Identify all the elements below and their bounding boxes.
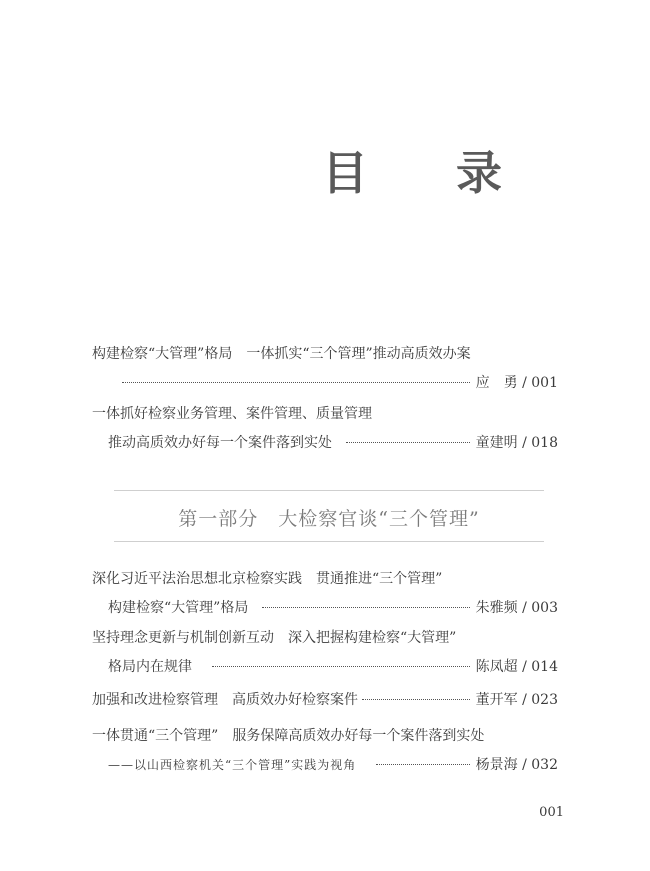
page-number: 001 bbox=[539, 805, 564, 820]
part-heading-text: 第一部分 大检察官谈“三个管理” bbox=[178, 508, 480, 530]
toc-entry-author-page: 应 勇 / 001 bbox=[475, 375, 558, 391]
dot-leader bbox=[346, 442, 470, 443]
dot-leader bbox=[262, 607, 469, 608]
toc-entry-title-continued: 构建检察“大管理”格局 bbox=[108, 600, 249, 616]
toc-entry-author-page: 杨景海 / 032 bbox=[475, 757, 558, 773]
toc-entry[interactable] bbox=[92, 628, 558, 677]
toc-entry-title-continued: 推动高质效办好每一个案件落到实处 bbox=[108, 435, 332, 451]
page-title: 目 录 bbox=[321, 146, 538, 200]
toc-entry-title: 一体贯通“三个管理” 服务保障高质效办好每一个案件落到实处 bbox=[92, 728, 485, 744]
toc-entry[interactable] bbox=[92, 404, 558, 453]
toc-entry[interactable] bbox=[92, 726, 558, 775]
toc-entry-title: 加强和改进检察管理 高质效办好检察案件 bbox=[92, 692, 358, 708]
toc-entry-title: 深化习近平法治思想北京检察实践 贯通推进“三个管理” bbox=[92, 571, 443, 587]
toc-entry-author-page: 朱雅频 / 003 bbox=[475, 600, 558, 616]
toc-entry-title: 构建检察“大管理”格局 一体抓实“三个管理”推动高质效办案 bbox=[92, 346, 471, 362]
toc-entry[interactable] bbox=[92, 569, 558, 618]
part-heading bbox=[114, 490, 544, 542]
dot-leader bbox=[122, 382, 470, 383]
dot-leader bbox=[212, 666, 470, 667]
toc-entry-author-page: 童建明 / 018 bbox=[475, 435, 558, 451]
toc-entry-author-page: 董开军 / 023 bbox=[475, 692, 558, 708]
toc-entry[interactable] bbox=[92, 690, 558, 710]
toc-entry-title-continued: 格局内在规律 bbox=[108, 659, 192, 675]
dot-leader bbox=[362, 699, 470, 700]
toc-entry-title: 坚持理念更新与机制创新互动 深入把握构建检察“大管理” bbox=[92, 630, 457, 646]
toc-entry-subtitle: ——以山西检察机关“三个管理”实践为视角 bbox=[108, 758, 357, 772]
toc-entry-author-page: 陈凤超 / 014 bbox=[475, 659, 558, 675]
dot-leader bbox=[376, 764, 469, 765]
toc-entry[interactable] bbox=[92, 344, 558, 393]
toc-entry-title: 一体抓好检察业务管理、案件管理、质量管理 bbox=[92, 406, 372, 422]
